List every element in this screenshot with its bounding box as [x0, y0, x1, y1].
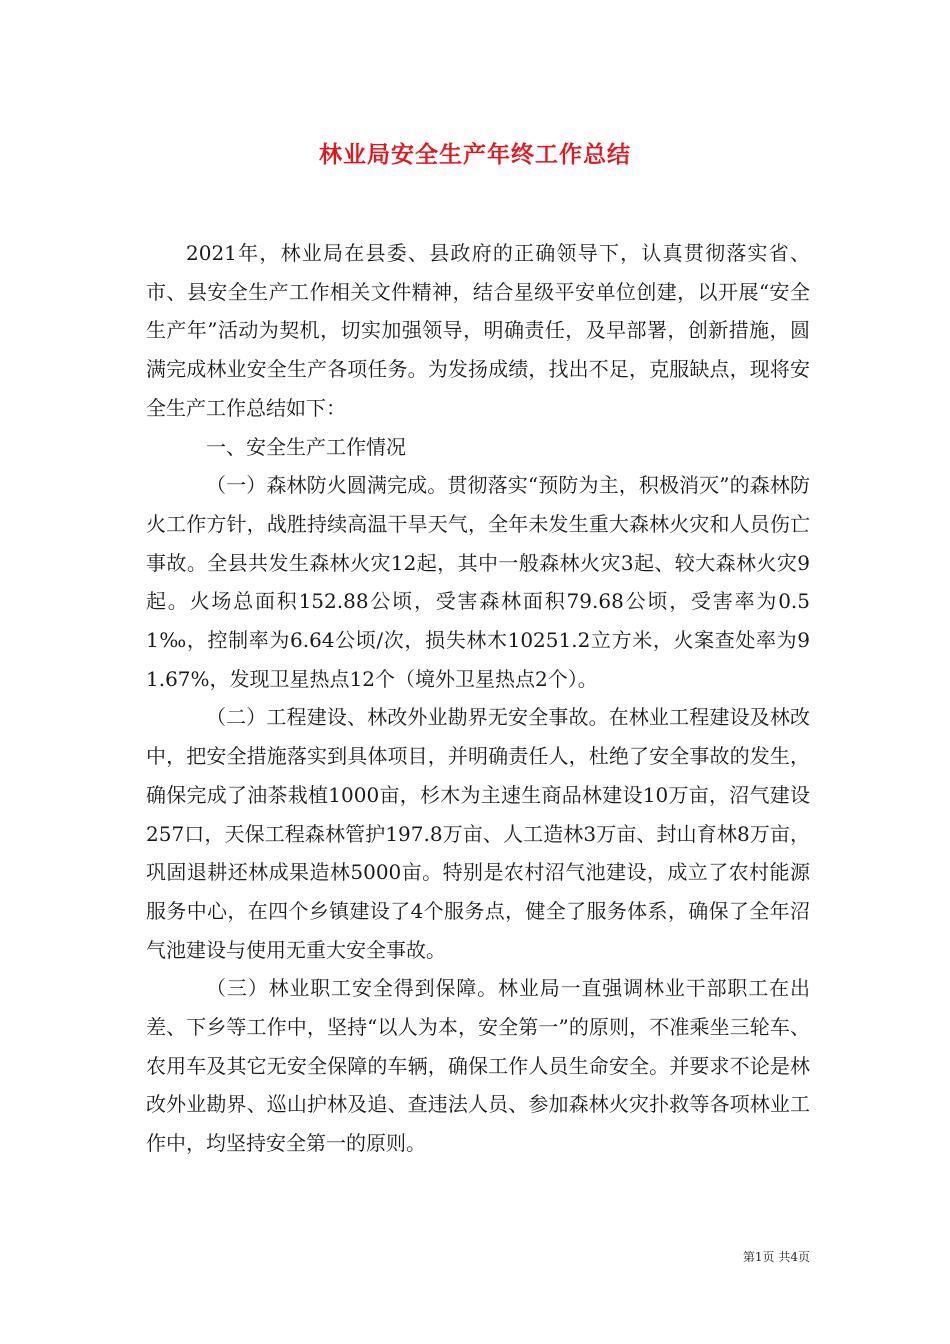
section-heading: 一、安全生产工作情况 [206, 434, 406, 459]
page-number: 第1页 共4页 [742, 1250, 810, 1264]
subsection-paragraph-2: （二）工程建设、林改外业勘界无安全事故。在林业工程建设及林改中，把安全措施落实到具体项目，并明确责任人，杜绝了安全事故的发生，确保完成了油茶栽植1000亩，杉木为主速生商品林建设10万亩，沼气建设257口，天保工程森林管护197.8万亩、人工造林3万亩、封山育林8万亩，巩固退耕还林成果造林5000亩。特别是农村沼气池建设，成立了农村能源服务中心，在四个乡镇建设了4个服务点，健全了服务体系，确保了全年沼气池建设与使用无重大安全事故。 [146, 705, 810, 962]
subsection-paragraph-3: （三）林业职工安全得到保障。林业局一直强调林业干部职工在出差、下乡等工作中，坚持“以人为本，安全第一”的原则，不准乘坐三轮车、农用车及其它无安全保障的车辆，确保工作人员生命安全。并要求不论是林改外业勘界、巡山护林及追、查违法人员、参加森林火灾扑救等各项林业工作中，均坚持安全第一的原则。 [146, 976, 810, 1156]
page-title: 林业局安全生产年终工作总结 [319, 142, 631, 168]
document-body [146, 234, 810, 1163]
subsection-paragraph-1: （一）森林防火圆满完成。贯彻落实“预防为主，积极消灭”的森林防火工作方针，战胜持续高温干旱天气，全年未发生重大森林火灾和人员伤亡事故。全县共发生森林火灾12起，其中一般森林火灾3起、较大森林火灾9起。火场总面积152.88公顷，受害森林面积79.68公顷，受害率为0.51‰，控制率为6.64公顷/次，损失林木10251.2立方米，火案查处率为91.67%，发现卫星热点12个（境外卫星热点2个）。 [146, 473, 810, 691]
intro-paragraph: 2021年，林业局在县委、县政府的正确领导下，认真贯彻落实省、市、县安全生产工作相关文件精神，结合星级平安单位创建，以开展“安全生产年”活动为契机，切实加强领导，明确责任，及早部署，创新措施，圆满完成林业安全生产各项任务。为发扬成绩，找出不足，克服缺点，现将安全生产工作总结如下： [146, 241, 810, 420]
